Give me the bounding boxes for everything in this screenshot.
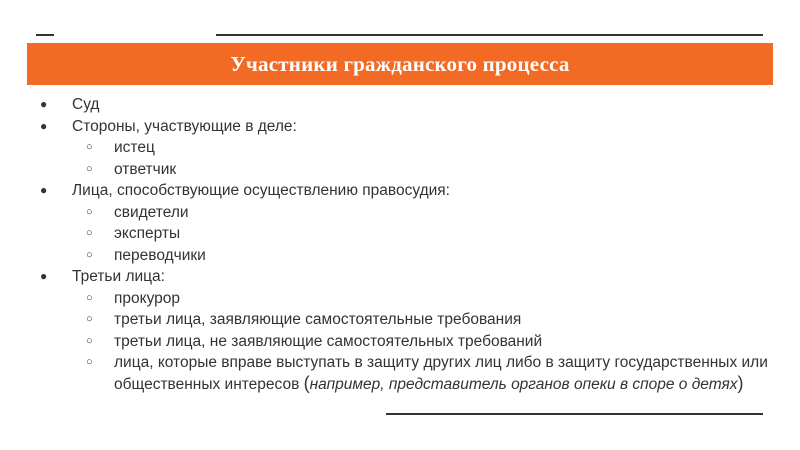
list-item-label: Стороны, участвующие в деле: <box>72 117 297 135</box>
hollow-bullet-icon: ○ <box>86 248 93 261</box>
filled-bullet-icon: ● <box>40 183 48 197</box>
slide-title: Участники гражданского процесса <box>230 51 570 76</box>
sublist-item <box>40 202 770 224</box>
top-rule <box>216 34 763 36</box>
list-item-third-parties <box>40 266 770 395</box>
sublist-item <box>40 137 770 159</box>
list-item-justice-assistants <box>40 180 770 266</box>
sublist-item-label: свидетели <box>114 203 189 221</box>
top-left-rule <box>36 34 54 36</box>
participants-list <box>40 94 770 395</box>
list-item-label: Суд <box>72 96 100 113</box>
sublist-item <box>40 331 770 353</box>
sublist-parties <box>72 137 770 180</box>
sublist-third-parties <box>72 288 770 396</box>
sublist-item <box>40 245 770 267</box>
hollow-bullet-icon: ○ <box>86 291 93 304</box>
open-paren: ( <box>303 372 310 393</box>
close-paren: ) <box>737 372 744 393</box>
sublist-item <box>40 309 770 331</box>
slide-content <box>40 94 770 395</box>
sublist-item-label: третьи лица, не заявляющие самостоятельных требований <box>114 332 543 350</box>
filled-bullet-icon: ● <box>40 118 48 133</box>
sublist-item-label: лица, которые вправе выступать в защиту других лиц либо в защиту государственных или общественных интересов <box>114 354 768 393</box>
sublist-item-label: переводчики <box>114 246 206 264</box>
list-item-court <box>40 94 770 116</box>
hollow-bullet-icon: ○ <box>86 356 93 368</box>
sublist-item-label: эксперты <box>114 225 181 242</box>
hollow-bullet-icon: ○ <box>86 227 93 239</box>
sublist-item <box>40 159 770 181</box>
hollow-bullet-icon: ○ <box>86 334 93 347</box>
list-item-parties <box>40 116 770 181</box>
sublist-item-with-note <box>82 352 770 395</box>
sublist-item <box>40 288 770 310</box>
sublist-justice-assistants <box>72 202 770 267</box>
hollow-bullet-icon: ○ <box>86 162 93 175</box>
item-note: например, представитель органов опеки в споре о детях <box>309 375 738 393</box>
filled-bullet-icon: ● <box>40 269 48 283</box>
sublist-item-label: ответчик <box>114 160 177 178</box>
filled-bullet-icon: ● <box>40 97 48 111</box>
hollow-bullet-icon: ○ <box>86 141 93 153</box>
title-banner <box>27 43 773 85</box>
hollow-bullet-icon: ○ <box>86 205 93 218</box>
list-item-label: Третьи лица: <box>72 268 165 285</box>
list-item-label: Лица, способствующие осуществлению правосудия: <box>72 182 450 199</box>
sublist-item-label: третьи лица, заявляющие самостоятельные требования <box>114 311 522 328</box>
sublist-item-label: истец <box>114 139 155 156</box>
hollow-bullet-icon: ○ <box>86 313 93 325</box>
bottom-rule <box>386 413 763 415</box>
sublist-item-label: прокурор <box>114 289 181 307</box>
sublist-item <box>40 223 770 245</box>
sublist-item <box>40 352 770 395</box>
